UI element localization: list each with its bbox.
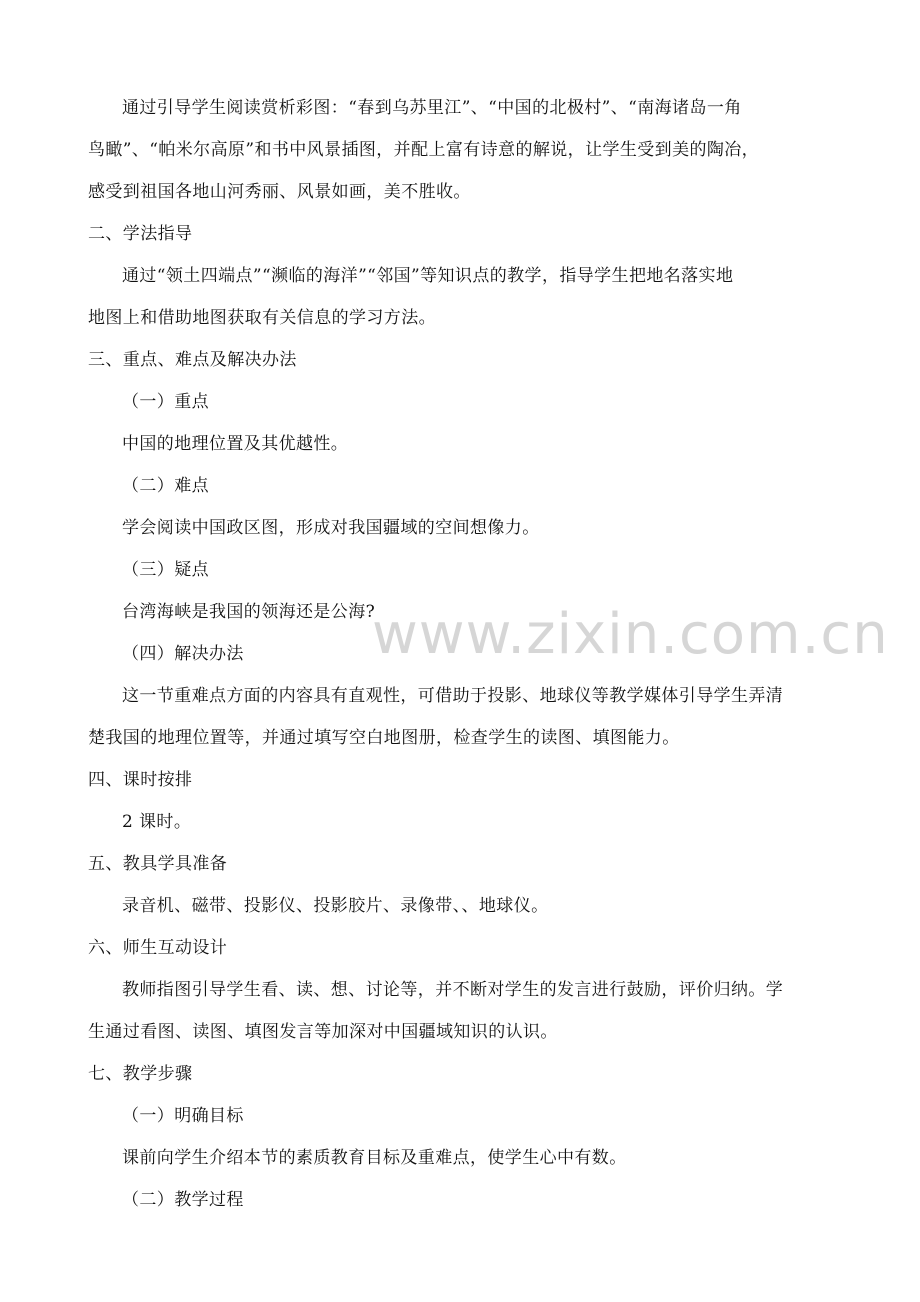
paragraph-line: 感受到祖国各地山河秀丽、风景如画，美不胜收。: [88, 182, 471, 202]
section-heading: 三、重点、难点及解决办法: [88, 350, 297, 370]
section-heading: 四、课时按排: [88, 770, 193, 790]
paragraph-line: 2 课时。: [122, 812, 192, 832]
subsection-heading: （二）难点: [122, 476, 209, 496]
paragraph-line: 录音机、磁带、投影仪、投影胶片、录像带、、地球仪。: [122, 896, 549, 916]
subsection-heading: （一）明确目标: [122, 1106, 244, 1126]
subsection-heading: （四）解决办法: [122, 644, 244, 664]
paragraph-line: 课前向学生介绍本节的素质教育目标及重难点，使学生心中有数。: [122, 1148, 627, 1168]
paragraph-line: 中国的地理位置及其优越性。: [122, 434, 349, 454]
paragraph-line: 楚我国的地理位置等，并通过填写空白地图册，检查学生的读图、填图能力。: [88, 728, 680, 748]
section-heading: 二、学法指导: [88, 224, 193, 244]
subsection-heading: （一）重点: [122, 392, 209, 412]
paragraph-line: 台湾海峡是我国的领海还是公海?: [122, 602, 376, 622]
watermark: www.zixin.com.cn: [372, 602, 889, 667]
paragraph-line: 通过引导学生阅读赏析彩图：“春到乌苏里江”、“中国的北极村”、“南海诸岛一角: [122, 98, 742, 118]
paragraph-line: 这一节重难点方面的内容具有直观性，可借助于投影、地球仪等教学媒体引导学生弄清: [122, 686, 784, 706]
paragraph-line: 学会阅读中国政区图，形成对我国疆域的空间想像力。: [122, 518, 540, 538]
paragraph-line: 生通过看图、读图、填图发言等加深对中国疆域知识的认识。: [88, 1022, 558, 1042]
paragraph-line: 教师指图引导学生看、读、想、讨论等，并不断对学生的发言进行鼓励，评价归纳。学: [122, 980, 784, 1000]
subsection-heading: （三）疑点: [122, 560, 209, 580]
paragraph-line: 地图上和借助地图获取有关信息的学习方法。: [88, 308, 436, 328]
section-heading: 五、教具学具准备: [88, 854, 228, 874]
section-heading: 七、教学步骤: [88, 1064, 193, 1084]
subsection-heading: （二）教学过程: [122, 1190, 244, 1210]
paragraph-line: 通过“领土四端点”“濒临的海洋”“邻国”等知识点的教学，指导学生把地名落实地: [122, 266, 734, 286]
section-heading: 六、师生互动设计: [88, 938, 228, 958]
paragraph-line: 鸟瞰”、“帕米尔高原”和书中风景插图，并配上富有诗意的解说，让学生受到美的陶冶，: [88, 140, 760, 160]
